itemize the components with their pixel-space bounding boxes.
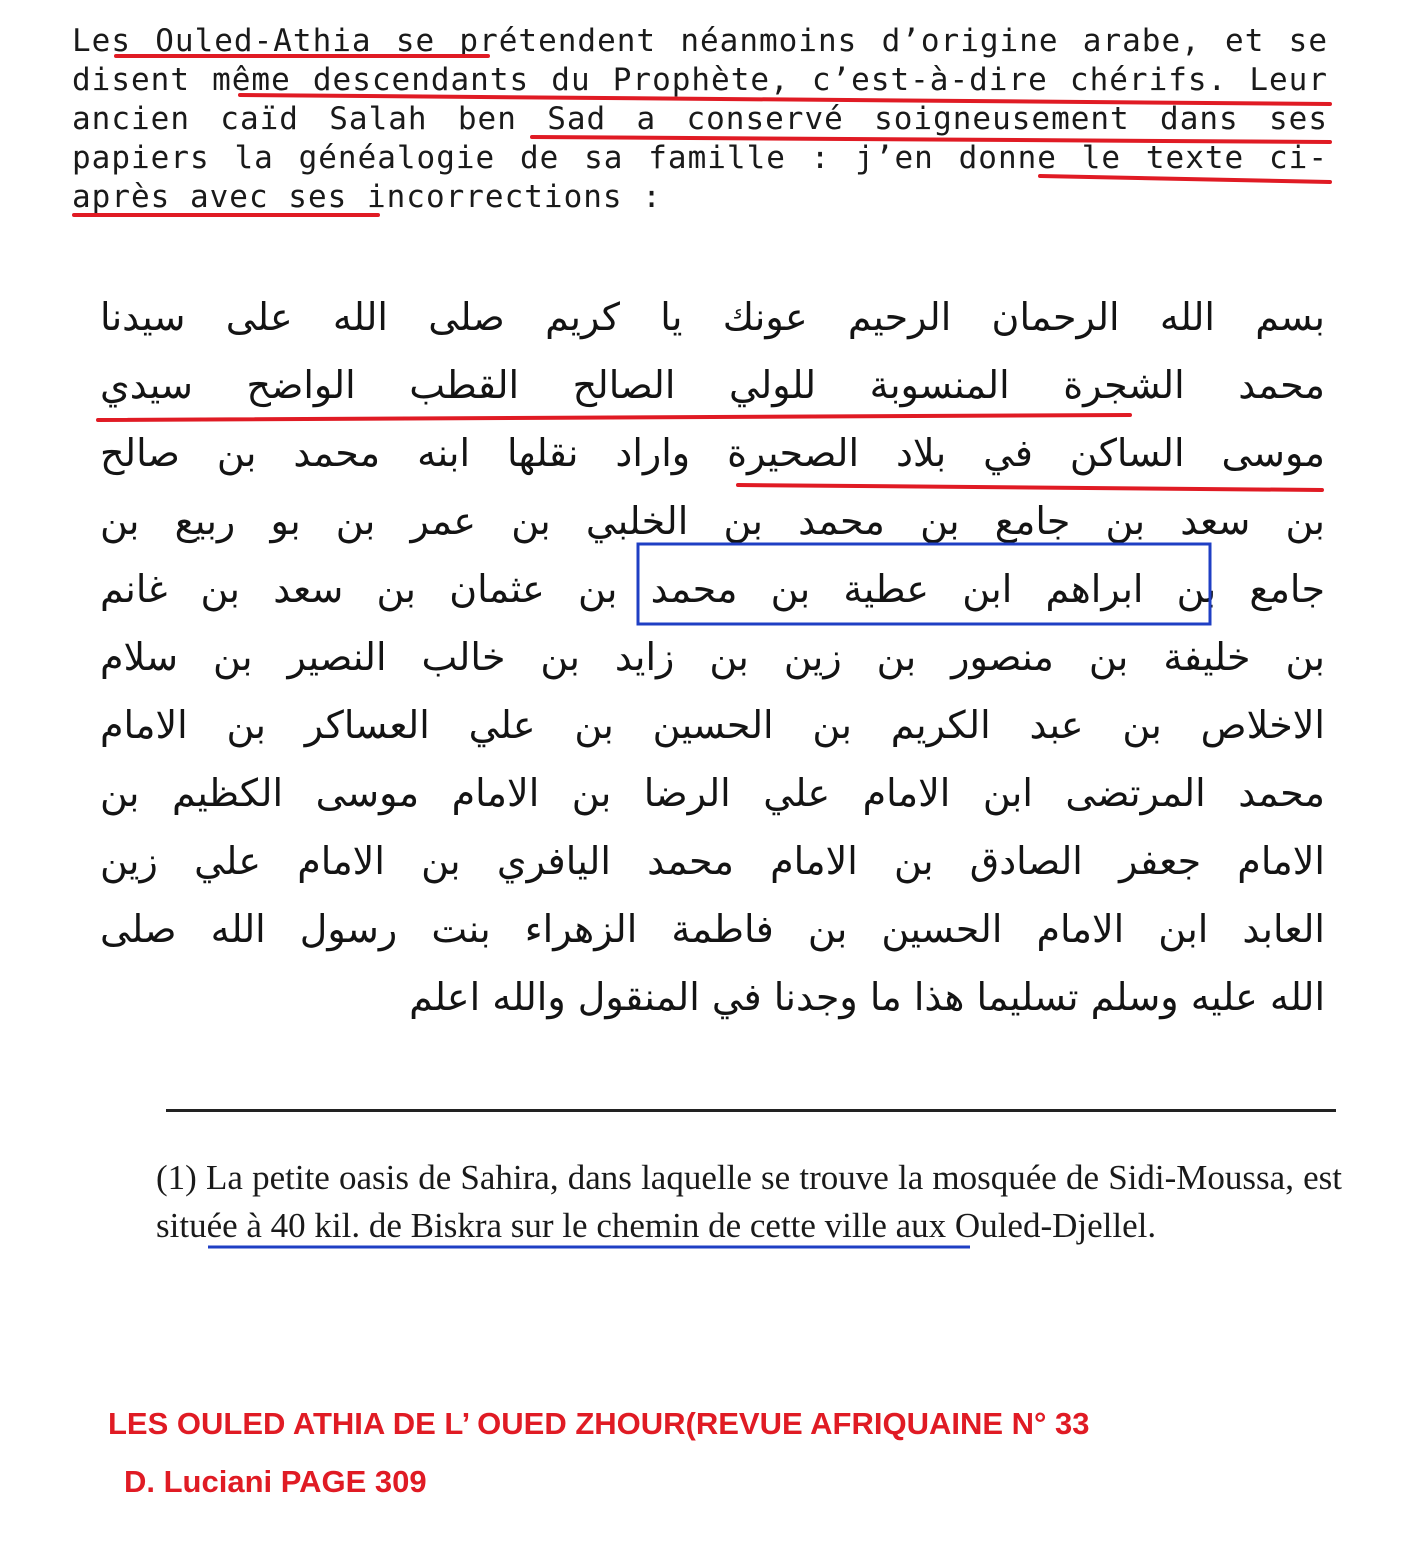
caption-author-page: D. Luciani PAGE 309	[124, 1464, 427, 1499]
footnote: (1) La petite oasis de Sahira, dans laquelle se trouve la mosquée de Sidi-Moussa, est située à 40 kil. de Biskra sur le chemin de cette ville aux Ouled-Djellel.	[156, 1158, 1342, 1245]
arabic-line: الامام جعفر الصادق بن الامام محمد اليافري بن الامام علي زين	[100, 839, 1325, 883]
arabic-line: موسى الساكن في بلاد الصحيرة واراد نقلها ابنه محمد بن صالح	[100, 431, 1325, 475]
arabic-line: الله عليه وسلم تسليما هذا ما وجدنا في المنقول والله اعلم	[409, 975, 1325, 1019]
caption-source-title: LES OULED ATHIA DE L’ OUED ZHOUR(REVUE AFRIQUAINE N° 33	[108, 1406, 1090, 1441]
arabic-line: الاخلاص بن عبد الكريم بن الحسين بن علي العساكر بن الامام	[100, 703, 1325, 747]
french-paragraph: Les Ouled-Athia se prétendent néanmoins d’origine arabe, et se disent même descendants du Prophète, c’est-à-dire chérifs. Leur ancien caïd Salah ben Sad a conservé soigneusement dans ses papiers la généalogie de sa famille : j’en donne le texte ci-après avec ses incorrections :	[72, 23, 1328, 215]
footnote-divider	[166, 1109, 1336, 1112]
arabic-genealogy	[100, 283, 1325, 1031]
arabic-line: بن خليفة بن منصور بن زين بن زايد بن خالب النصير بن سلام	[100, 635, 1325, 679]
arabic-line: جامع بن ابراهم ابن عطية بن محمد بن عثمان بن سعد بن غانم	[100, 567, 1325, 611]
arabic-line: محمد الشجرة المنسوبة للولي الصالح القطب الواضح سيدي	[100, 363, 1325, 407]
arabic-line: بسم الله الرحمان الرحيم عونك يا كريم صلى الله على سيدنا	[100, 295, 1325, 339]
arabic-line: العابد ابن الامام الحسين بن فاطمة الزهراء بنت رسول الله صلى	[100, 907, 1325, 951]
arabic-line: بن سعد بن جامع بن محمد بن الخلبي بن عمر بن بو ربيع بن	[100, 499, 1325, 543]
arabic-line: محمد المرتضى ابن الامام علي الرضا بن الامام موسى الكظيم بن	[100, 771, 1325, 815]
